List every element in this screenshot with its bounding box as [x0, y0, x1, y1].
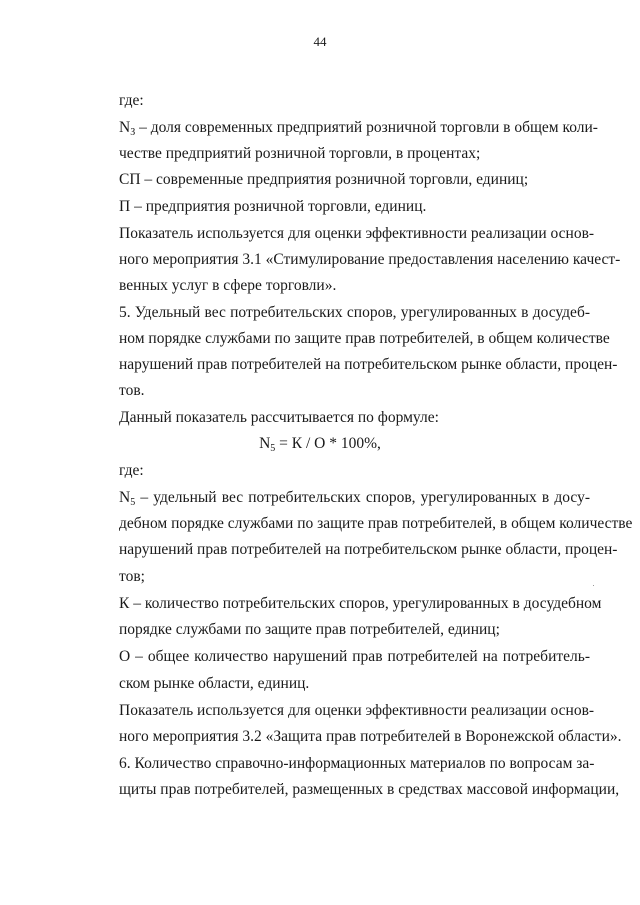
text-line: где:	[119, 92, 144, 109]
text-line: Показатель используется для оценки эффективности реализации основ-	[119, 702, 595, 719]
variable-subscript: 5	[130, 497, 136, 508]
page-number: 44	[313, 34, 327, 49]
text-line: Данный показатель рассчитывается по формуле:	[119, 409, 439, 426]
text-line-rest: – доля современных предприятий розничной торговли в общем коли-	[135, 119, 598, 136]
text-line: порядке службами по защите прав потребителей, единиц;	[119, 621, 500, 638]
text-line: венных услуг в сфере торговли».	[119, 277, 337, 294]
text-line: Показатель используется для оценки эффективности реализации основ-	[119, 225, 595, 242]
variable-symbol: N	[119, 119, 131, 136]
text-line: О – общее количество нарушений прав потребителей на потребитель-	[119, 648, 590, 665]
text-line: ном порядке службами по защите прав потребителей, в общем количестве	[119, 330, 610, 347]
text-line: нарушений прав потребителей на потребительском рынке области, процен-	[119, 356, 618, 373]
variable-subscript: З	[130, 127, 136, 138]
text-line: дебном порядке службами по защите прав потребителей, в общем количестве	[119, 515, 633, 532]
text-line: К – количество потребительских споров, урегулированных в досудебном	[119, 595, 602, 612]
text-line	[119, 488, 590, 508]
formula-symbol: N	[259, 435, 271, 452]
text-line: ного мероприятия 3.2 «Защита прав потребителей в Воронежской области».	[119, 728, 622, 745]
text-line: ском рынке области, единиц.	[119, 675, 310, 692]
text-line: щиты прав потребителей, размещенных в средствах массовой информации,	[119, 781, 620, 798]
formula	[0, 434, 640, 454]
text-line: тов;	[119, 568, 145, 585]
scan-speck	[593, 585, 594, 586]
formula-expression: = К / О * 100%,	[275, 435, 381, 452]
text-line: тов.	[119, 382, 145, 399]
text-line	[119, 118, 598, 138]
text-line: 6. Количество справочно-информационных материалов по вопросам за-	[119, 755, 595, 772]
text-line: СП – современные предприятия розничной торговли, единиц;	[119, 171, 529, 188]
text-line: 5. Удельный вес потребительских споров, урегулированных в досудеб-	[119, 304, 590, 321]
text-line: честве предприятий розничной торговли, в процентах;	[119, 145, 481, 162]
text-line-rest: – удельный вес потребительских споров, урегулированных в досу-	[135, 489, 590, 506]
text-line: П – предприятия розничной торговли, единиц.	[119, 198, 427, 215]
text-line: где:	[119, 462, 144, 479]
text-line: ного мероприятия 3.1 «Стимулирование предоставления населению качест-	[119, 251, 621, 268]
text-line: нарушений прав потребителей на потребительском рынке области, процен-	[119, 541, 618, 558]
variable-symbol: N	[119, 489, 131, 506]
formula-subscript: 5	[270, 443, 276, 454]
